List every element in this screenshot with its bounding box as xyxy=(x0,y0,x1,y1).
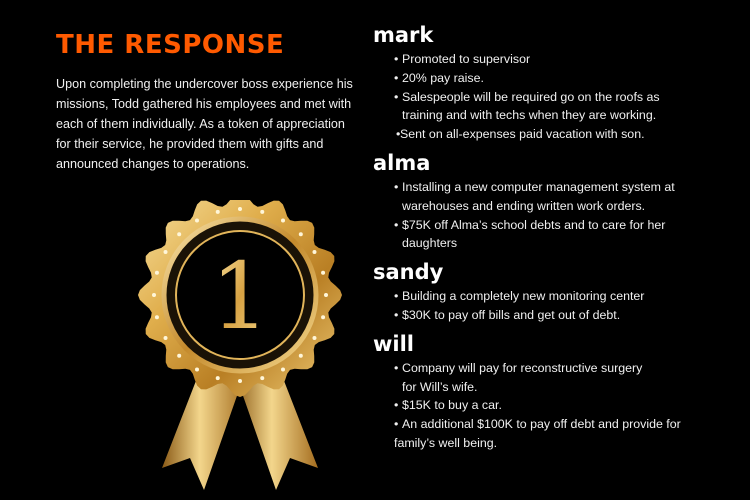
list-item xyxy=(373,359,733,397)
list-item-text: Building a completely new monitoring center xyxy=(402,289,645,304)
medal-dot xyxy=(238,379,242,383)
medal-dot xyxy=(177,354,181,358)
person-mark xyxy=(373,20,733,144)
person-name: will xyxy=(373,331,414,356)
person-name: alma xyxy=(373,150,431,175)
person-will xyxy=(373,329,733,453)
medal-dot xyxy=(321,271,325,275)
first-place-ribbon-medal-icon xyxy=(120,200,360,500)
bullet-icon: • xyxy=(394,179,399,194)
list-item-text: Salespeople will be required go on the roofs as xyxy=(402,89,660,104)
medal-dot xyxy=(238,207,242,211)
list-item-text: for Will’s wife. xyxy=(402,379,478,394)
list-item xyxy=(373,69,733,88)
list-item-text: $75K off Alma’s school debts and to care for her xyxy=(402,217,666,232)
change-list xyxy=(373,287,733,325)
person-alma xyxy=(373,148,733,253)
medal-dot xyxy=(260,376,264,380)
list-item xyxy=(373,306,733,325)
list-item xyxy=(373,50,733,69)
change-list xyxy=(373,359,733,453)
medal-dot xyxy=(216,210,220,214)
bullet-icon: • xyxy=(394,289,399,304)
medal-dot xyxy=(281,367,285,371)
list-item xyxy=(373,88,733,126)
medal-dot xyxy=(312,336,316,340)
medal-dot xyxy=(216,376,220,380)
list-item-text: family’s well being. xyxy=(394,435,498,450)
medal-dot xyxy=(299,232,303,236)
bullet-icon: • xyxy=(394,52,399,66)
list-item xyxy=(373,216,733,254)
medal-dot xyxy=(195,219,199,223)
medal-dot xyxy=(281,219,285,223)
list-item xyxy=(373,396,733,415)
list-item-text: An additional $100K to pay off debt and provide for xyxy=(402,417,681,432)
bullet-icon: • xyxy=(394,417,399,432)
medal-dot xyxy=(152,293,156,297)
list-item-text: 20% pay raise. xyxy=(402,70,484,85)
medal-dot xyxy=(155,315,159,319)
bullet-icon: • xyxy=(394,307,399,322)
list-item xyxy=(373,125,733,144)
list-item-text: daughters xyxy=(402,236,458,251)
medal-dot xyxy=(155,271,159,275)
list-item xyxy=(373,287,733,306)
bullet-icon: • xyxy=(394,398,399,413)
bullet-icon: • xyxy=(394,89,399,104)
person-name: sandy xyxy=(373,260,444,285)
list-item-text: Installing a new computer management system at xyxy=(402,179,675,194)
bullet-icon: • xyxy=(394,70,399,85)
medal-dot xyxy=(260,210,264,214)
people-column xyxy=(373,20,733,457)
left-column xyxy=(56,28,356,174)
list-item xyxy=(373,415,733,453)
bullet-icon: • xyxy=(394,217,399,232)
list-item xyxy=(373,178,733,216)
list-item-text: training and with techs when they are working. xyxy=(402,108,657,123)
page-title: THE RESPONSE xyxy=(56,30,285,60)
list-item-text: Sent on all-expenses paid vacation with son. xyxy=(400,127,645,142)
list-item-text: $30K to pay off bills and get out of debt. xyxy=(402,307,621,322)
change-list xyxy=(373,50,733,144)
medal-dot xyxy=(177,232,181,236)
medal-number: 1 xyxy=(210,243,270,350)
list-item-text: Promoted to supervisor xyxy=(402,52,531,66)
medal-dot xyxy=(324,293,328,297)
intro-paragraph: Upon completing the undercover boss experience his missions, Todd gathered his employees and met with each of them individually. As a token of appreciation for their service, he provided them with gifts and announced changes to operations. xyxy=(56,77,353,171)
bullet-icon: • xyxy=(394,360,399,375)
person-name: mark xyxy=(373,23,434,47)
medal-dot xyxy=(195,367,199,371)
bullet-icon: • xyxy=(396,127,401,142)
medal-dot xyxy=(321,315,325,319)
medal-dot xyxy=(299,354,303,358)
medal-dot xyxy=(164,336,168,340)
list-item-text: warehouses and ending written work orders. xyxy=(402,198,646,213)
person-sandy xyxy=(373,257,733,325)
medal-dot xyxy=(312,250,316,254)
list-item-text: Company will pay for reconstructive surgery xyxy=(402,360,643,375)
medal-dot xyxy=(164,250,168,254)
change-list xyxy=(373,178,733,253)
list-item-text: $15K to buy a car. xyxy=(402,398,502,413)
